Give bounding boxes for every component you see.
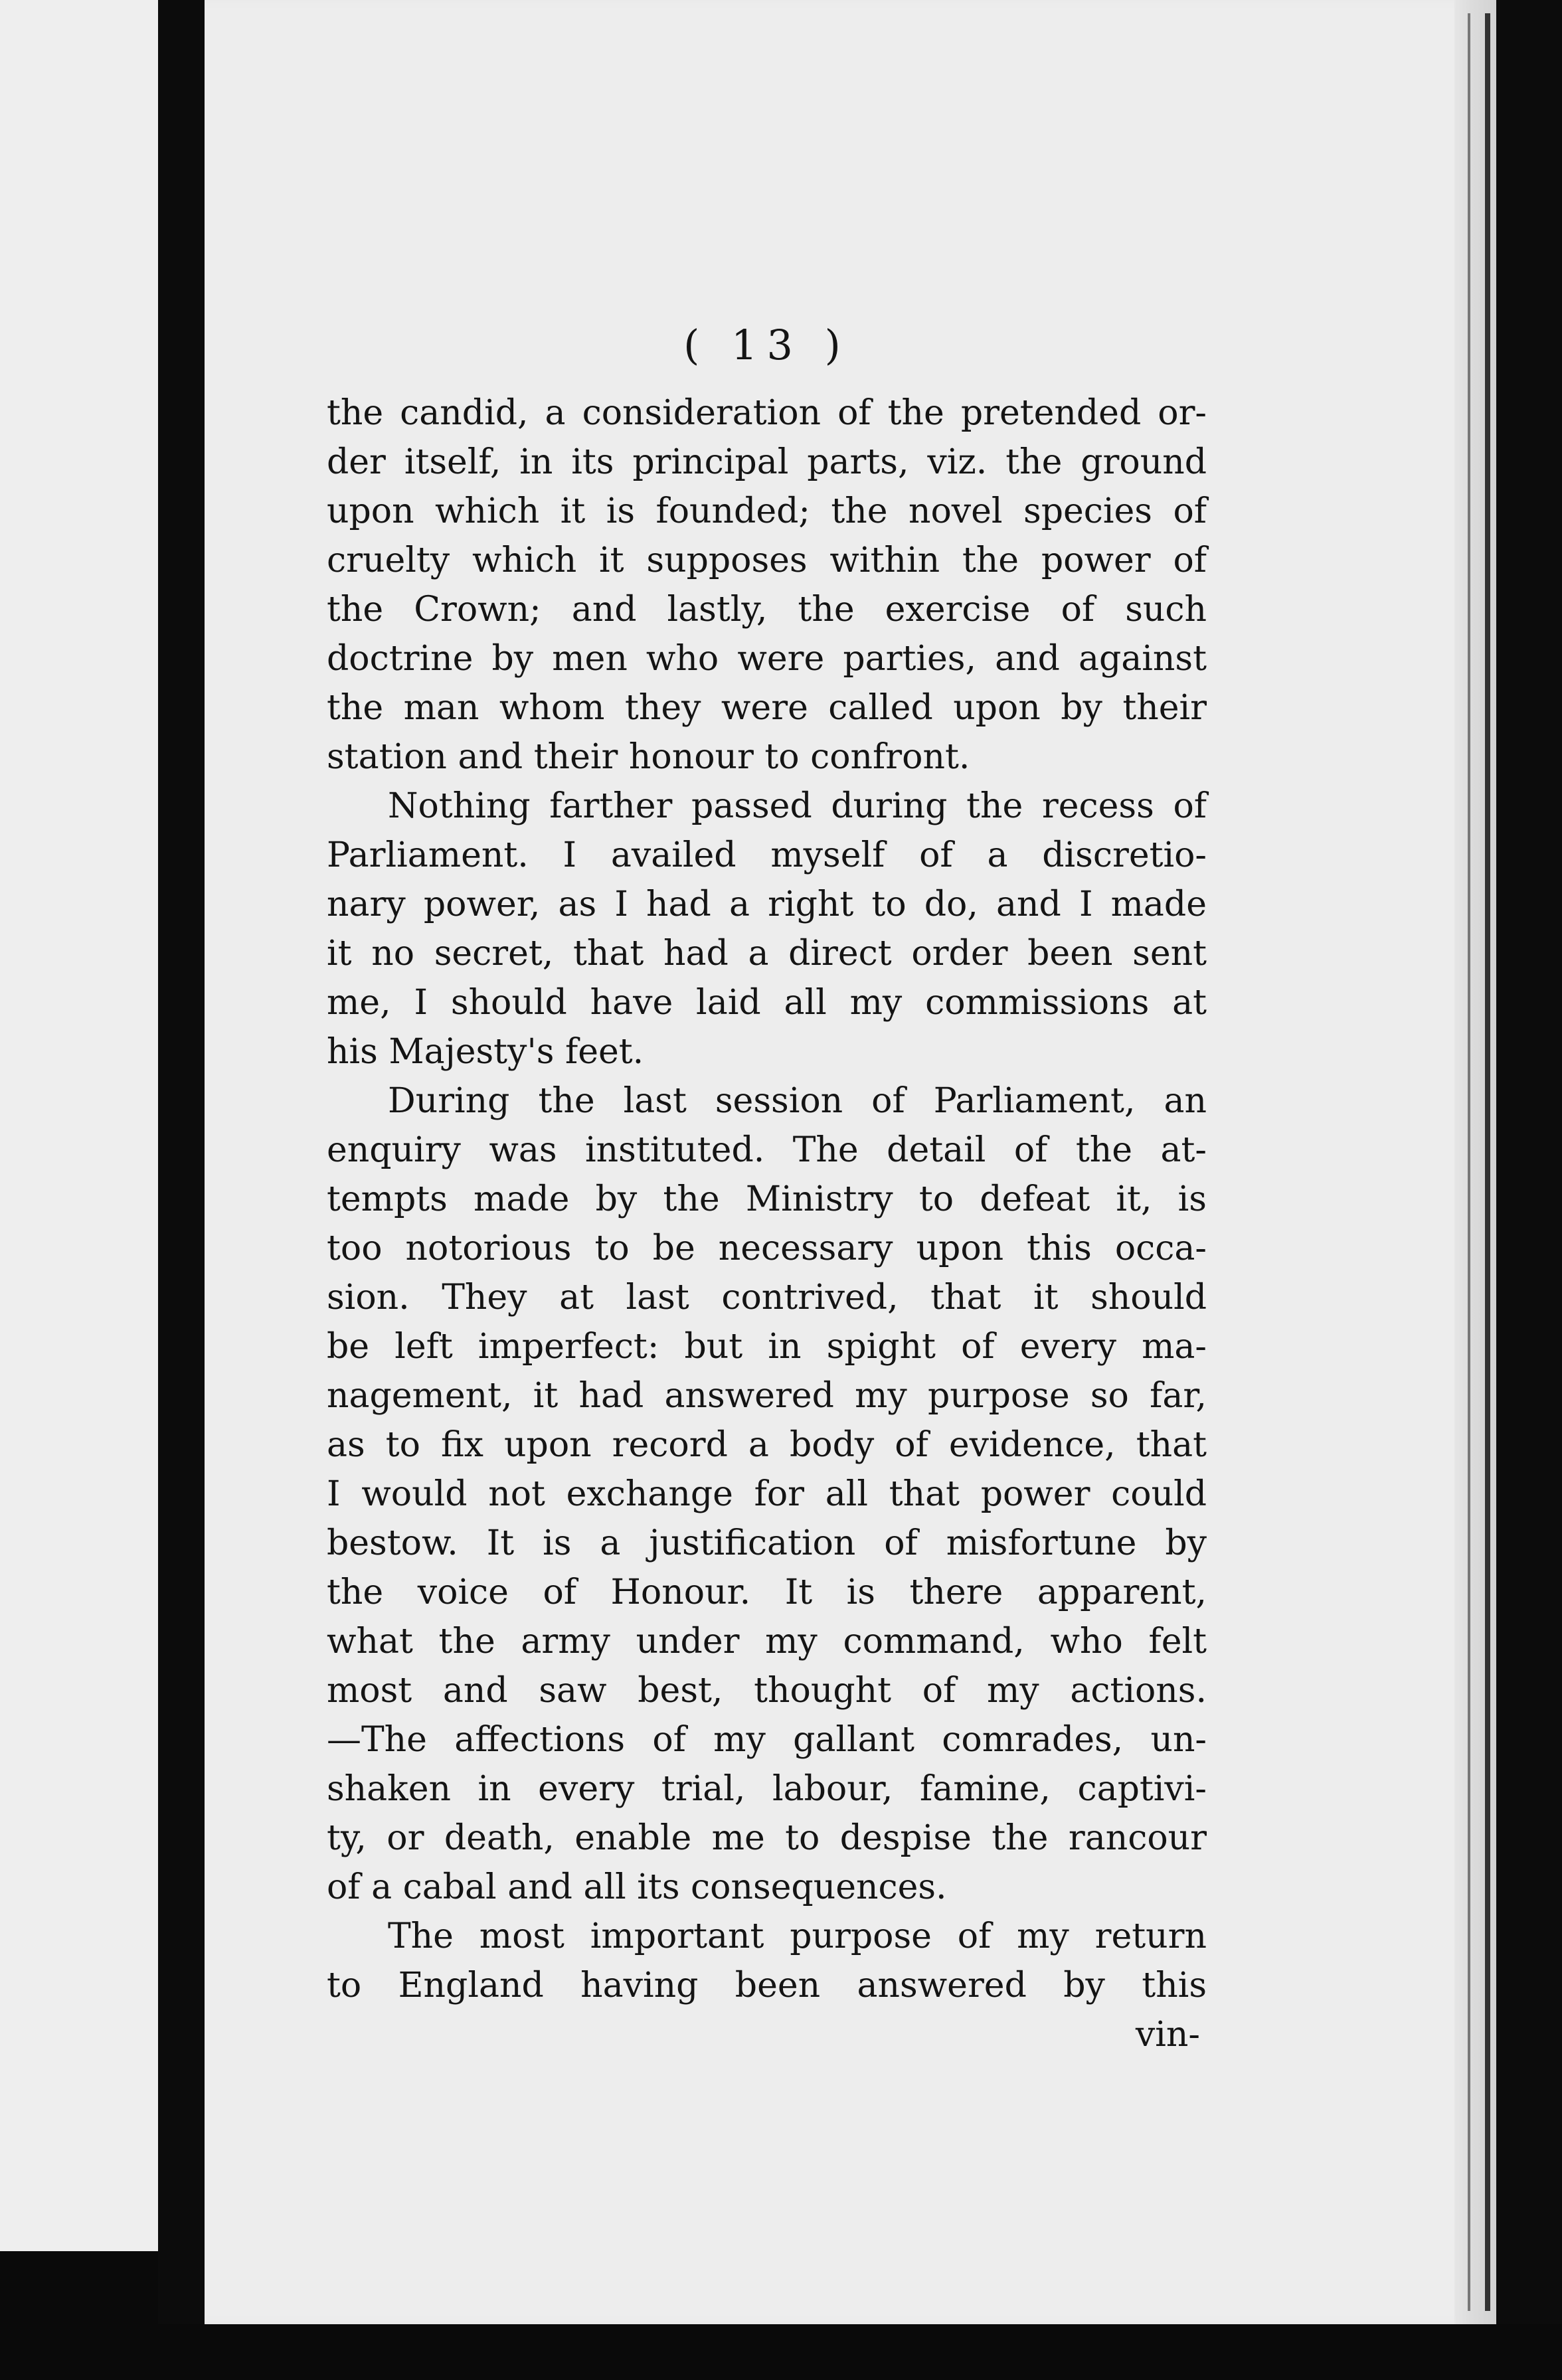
text-line: his Majesty's feet.	[327, 1032, 644, 1072]
page-number: ( 13 )	[683, 321, 850, 369]
text-line: the voice of Honour. It is there apparent,	[327, 1572, 1207, 1612]
text-line: station and their honour to confront.	[327, 737, 970, 777]
text-line: me, I should have laid all my commissions at	[327, 983, 1207, 1023]
text-line: most and saw best, thought of my actions.	[327, 1671, 1207, 1711]
previous-page-edge	[0, 0, 158, 2251]
text-line: ty, or death, enable me to despise the rancour	[327, 1818, 1207, 1858]
text-line: as to fix upon record a body of evidence, that	[327, 1425, 1207, 1465]
text-line: Parliament. I availed myself of a discretio-	[327, 835, 1207, 875]
page-edge-shadow	[1485, 13, 1490, 2311]
text-line: what the army under my command, who felt	[327, 1622, 1207, 1661]
text-line: the man whom they were called upon by their	[327, 688, 1207, 728]
text-line: tempts made by the Ministry to defeat it, is	[327, 1179, 1207, 1219]
catchword: vin-	[1135, 2015, 1200, 2055]
text-line: the candid, a consideration of the pretended or-	[327, 393, 1207, 433]
text-line: —The affections of my gallant comrades, un-	[327, 1720, 1207, 1760]
text-line: Nothing farther passed during the recess of	[388, 786, 1207, 826]
text-line: the Crown; and lastly, the exercise of such	[327, 590, 1207, 630]
text-line: enquiry was instituted. The detail of the at-	[327, 1130, 1207, 1170]
text-line: to England having been answered by this	[327, 1966, 1207, 2005]
text-line: der itself, in its principal parts, viz. the ground	[327, 442, 1207, 482]
page-text-block	[327, 312, 1207, 2059]
text-line: upon which it is founded; the novel species of	[327, 491, 1207, 531]
text-line: doctrine by men who were parties, and against	[327, 639, 1207, 679]
body-text	[327, 388, 1207, 2010]
scan-background-right	[1496, 0, 1562, 2380]
text-line: I would not exchange for all that power could	[327, 1474, 1207, 1514]
text-line: too notorious to be necessary upon this occa-	[327, 1229, 1207, 1268]
page-edge-line	[1468, 13, 1470, 2311]
text-line: be left imperfect: but in spight of every ma-	[327, 1327, 1207, 1367]
scan-background-bottom	[0, 2324, 1562, 2380]
text-line: nagement, it had answered my purpose so far,	[327, 1376, 1207, 1416]
book-gutter	[158, 0, 205, 2380]
text-line: bestow. It is a justification of misfortune by	[327, 1523, 1207, 1563]
text-line: shaken in every trial, labour, famine, captivi-	[327, 1769, 1207, 1809]
text-line: During the last session of Parliament, an	[388, 1081, 1207, 1121]
text-line: nary power, as I had a right to do, and I made	[327, 885, 1207, 924]
text-line: The most important purpose of my return	[388, 1916, 1207, 1956]
text-line: of a cabal and all its consequences.	[327, 1867, 947, 1907]
text-line: cruelty which it supposes within the power of	[327, 541, 1207, 580]
text-line: sion. They at last contrived, that it should	[327, 1278, 1207, 1318]
text-line: it no secret, that had a direct order been sent	[327, 934, 1207, 974]
